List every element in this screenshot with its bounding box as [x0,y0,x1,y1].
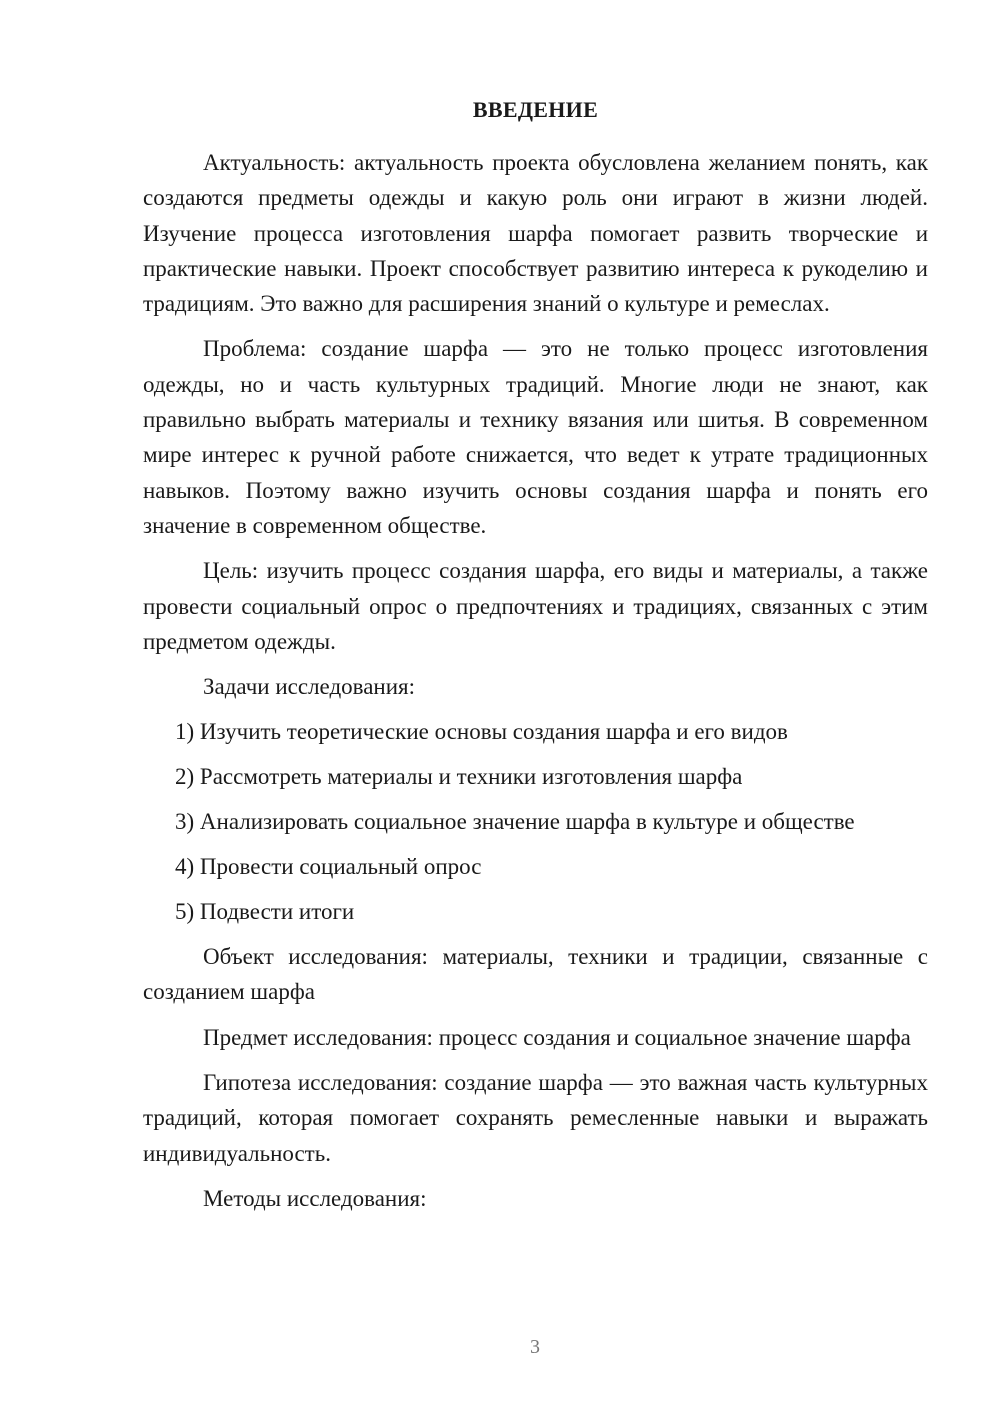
relevance-paragraph: Актуальность: актуальность проекта обусловлена желанием понять, как создаются предметы одежды и какую роль они играют в жизни людей. Изучение процесса изготовления шарфа помогает развить творческие и практические навыки. Проект способствует развитию интереса к рукоделию и традициям. Это важно для расширения знаний о культуре и ремеслах. [143,150,928,317]
tasks-list [143,714,928,929]
task-item: 5) Подвести итоги [175,899,355,925]
document-page [143,95,928,1226]
task-item: 3) Анализировать социальное значение шарфа в культуре и обществе [175,809,855,835]
task-item: 2) Рассмотреть материалы и техники изготовления шарфа [175,764,743,790]
tasks-heading: Задачи исследования: [203,674,416,700]
goal-paragraph: Цель: изучить процесс создания шарфа, его виды и материалы, а также провести социальный опрос о предпочтениях и традициях, связанных с этим предметом одежды. [143,558,928,654]
hypothesis-paragraph: Гипотеза исследования: создание шарфа — это важная часть культурных традиций, которая помогает сохранять ремесленные навыки и выражать индивидуальность. [143,1070,928,1166]
subject-paragraph: Предмет исследования: процесс создания и социальное значение шарфа [203,1024,911,1050]
methods-heading: Методы исследования: [203,1185,427,1211]
task-item: 4) Провести социальный опрос [175,854,482,880]
task-item: 1) Изучить теоретические основы создания шарфа и его видов [175,719,788,745]
section-title: ВВЕДЕНИЕ [472,97,599,122]
problem-paragraph: Проблема: создание шарфа — это не только процесс изготовления одежды, но и часть культурных традиций. Многие люди не знают, как правильно выбрать материалы и технику вязания или шитья. В современном мире интерес к ручной работе снижается, что ведет к утрате традиционных навыков. Поэтому важно изучить основы создания шарфа и понять его значение в современном обществе. [143,336,928,538]
object-paragraph: Объект исследования: материалы, техники и традиции, связанные с созданием шарфа [143,944,928,1005]
page-number: 3 [530,1336,540,1358]
